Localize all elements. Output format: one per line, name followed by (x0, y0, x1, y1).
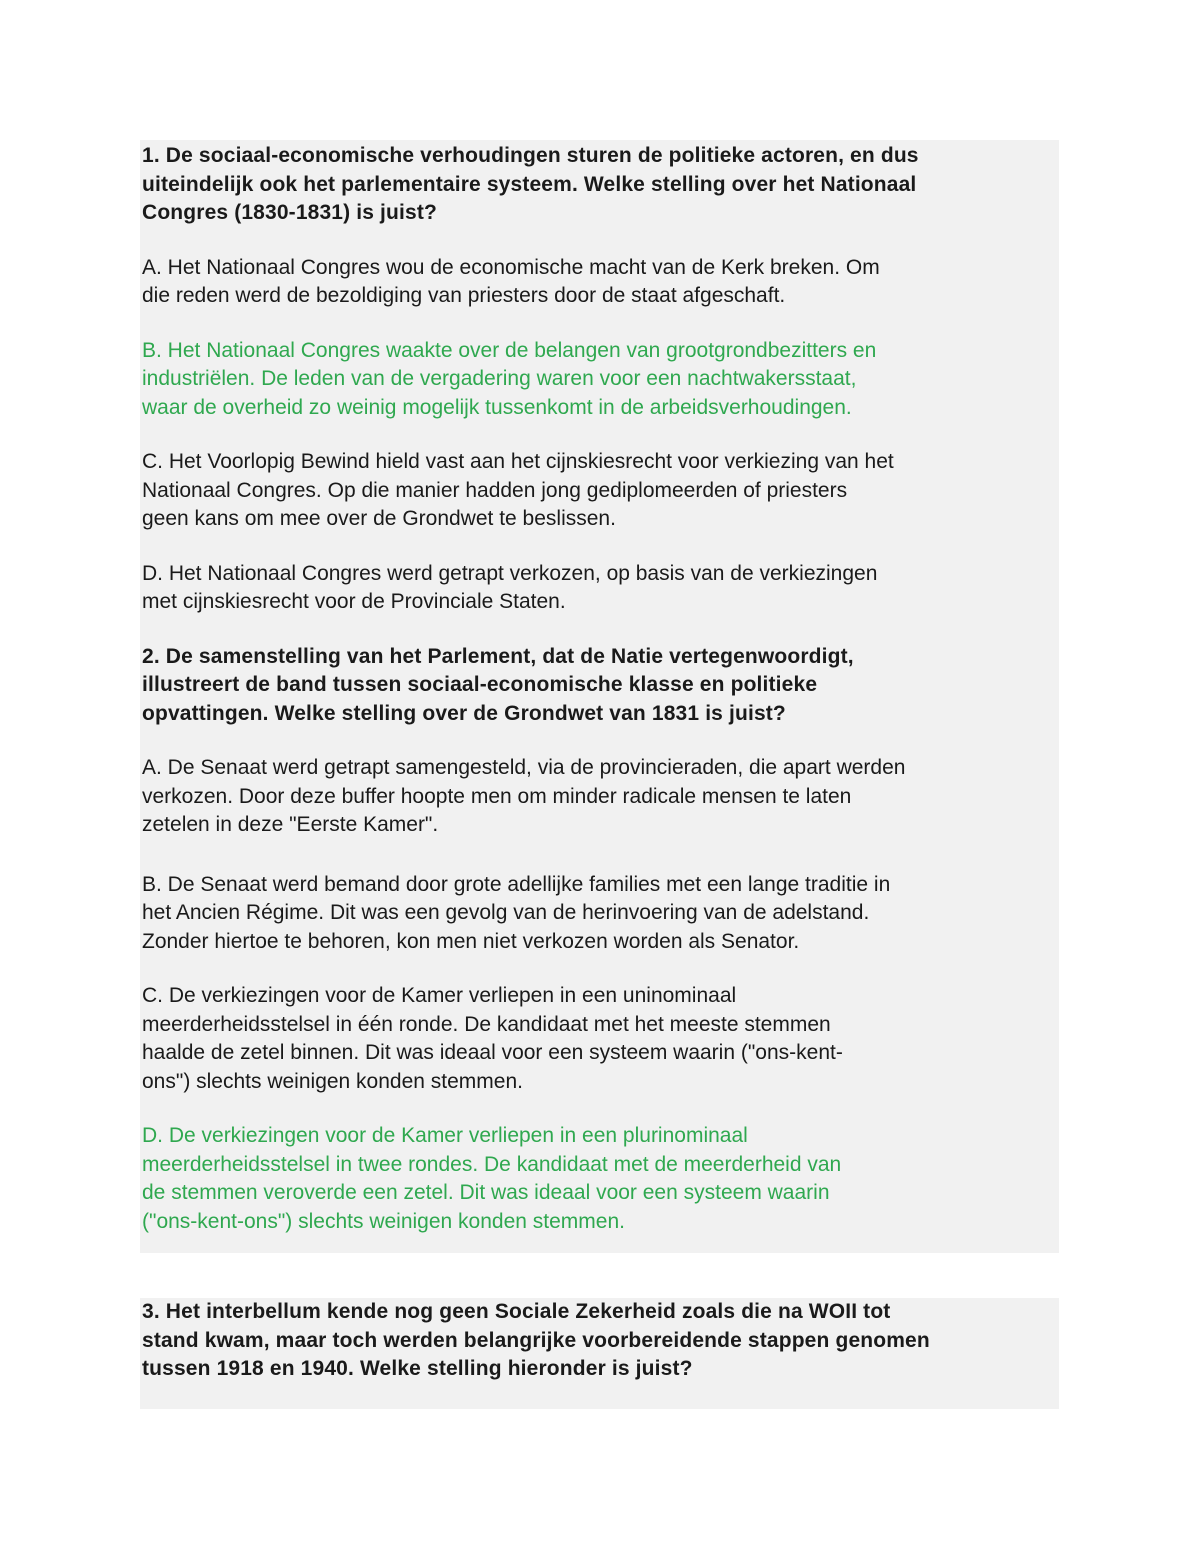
question-2-option-a: A. De Senaat werd getrapt samengesteld, via de provincieraden, die apart werden verkozen. Door deze buffer hoopte men om minder radicale mensen te laten zetelen in deze "Eerste Kamer". (142, 756, 906, 836)
question-1-text: 1. De sociaal-economische verhoudingen sturen de politieke actoren, en dus uiteindelijk ook het parlementaire systeem. Welke stelling over het Nationaal Congres (1830-1831) is juist? (142, 144, 919, 224)
question-block-3 (140, 1298, 1059, 1409)
question-1-option-d: D. Het Nationaal Congres werd getrapt verkozen, op basis van de verkiezingen met cijnskiesrecht voor de Provinciale Staten. (142, 561, 878, 613)
question-1-option-b-correct: B. Het Nationaal Congres waakte over de belangen van grootgrondbezitters en industriëlen. De leden van de vergadering waren voor een nachtwakersstaat, waar de overheid zo weinig mogelijk tussenkomt in de arbeidsverhoudingen. (142, 338, 877, 419)
question-1-option-c: C. Het Voorlopig Bewind hield vast aan het cijnskiesrecht voor verkiezing van het Nationaal Congres. Op die manier hadden jong gediplomeerden of priesters geen kans om mee over de Grondwet te beslissen. (142, 450, 894, 530)
question-2-option-c: C. De verkiezingen voor de Kamer verliepen in een uninominaal meerderheidsstelsel in één ronde. De kandidaat met het meeste stemmen haalde de zetel binnen. Dit was ideaal voor een systeem waarin ("ons-kent- ons") slechts weinigen konden stemmen. (142, 984, 843, 1093)
question-2-option-b: B. De Senaat werd bemand door grote adellijke families met een lange traditie in het Ancien Régime. Dit was een gevolg van de herinvoering van de adelstand. Zonder hiertoe te behoren, kon men niet verkozen worden als Senator. (142, 872, 891, 953)
question-2-option-d-correct: D. De verkiezingen voor de Kamer verliepen in een plurinominaal meerderheidsstelsel in twee rondes. De kandidaat met de meerderheid van de stemmen veroverde een zetel. Dit was ideaal voor een systeem waarin ("ons-kent-ons") slechts weinigen konden stemmen. (142, 1124, 842, 1233)
question-2-text: 2. De samenstelling van het Parlement, dat de Natie vertegenwoordigt, illustreert de band tussen sociaal-economische klasse en politieke opvattingen. Welke stelling over de Grondwet van 1831 is juist? (142, 644, 854, 725)
question-1-option-a: A. Het Nationaal Congres wou de economische macht van de Kerk breken. Om die reden werd de bezoldiging van priesters door de staat afgeschaft. (142, 255, 880, 307)
question-3-text: 3. Het interbellum kende nog geen Sociale Zekerheid zoals die na WOII tot stand kwam, maar toch werden belangrijke voorbereidende stappen genomen tussen 1918 en 1940. Welke stelling hieronder is juist? (142, 1300, 930, 1380)
question-block-1 (140, 140, 1059, 1253)
